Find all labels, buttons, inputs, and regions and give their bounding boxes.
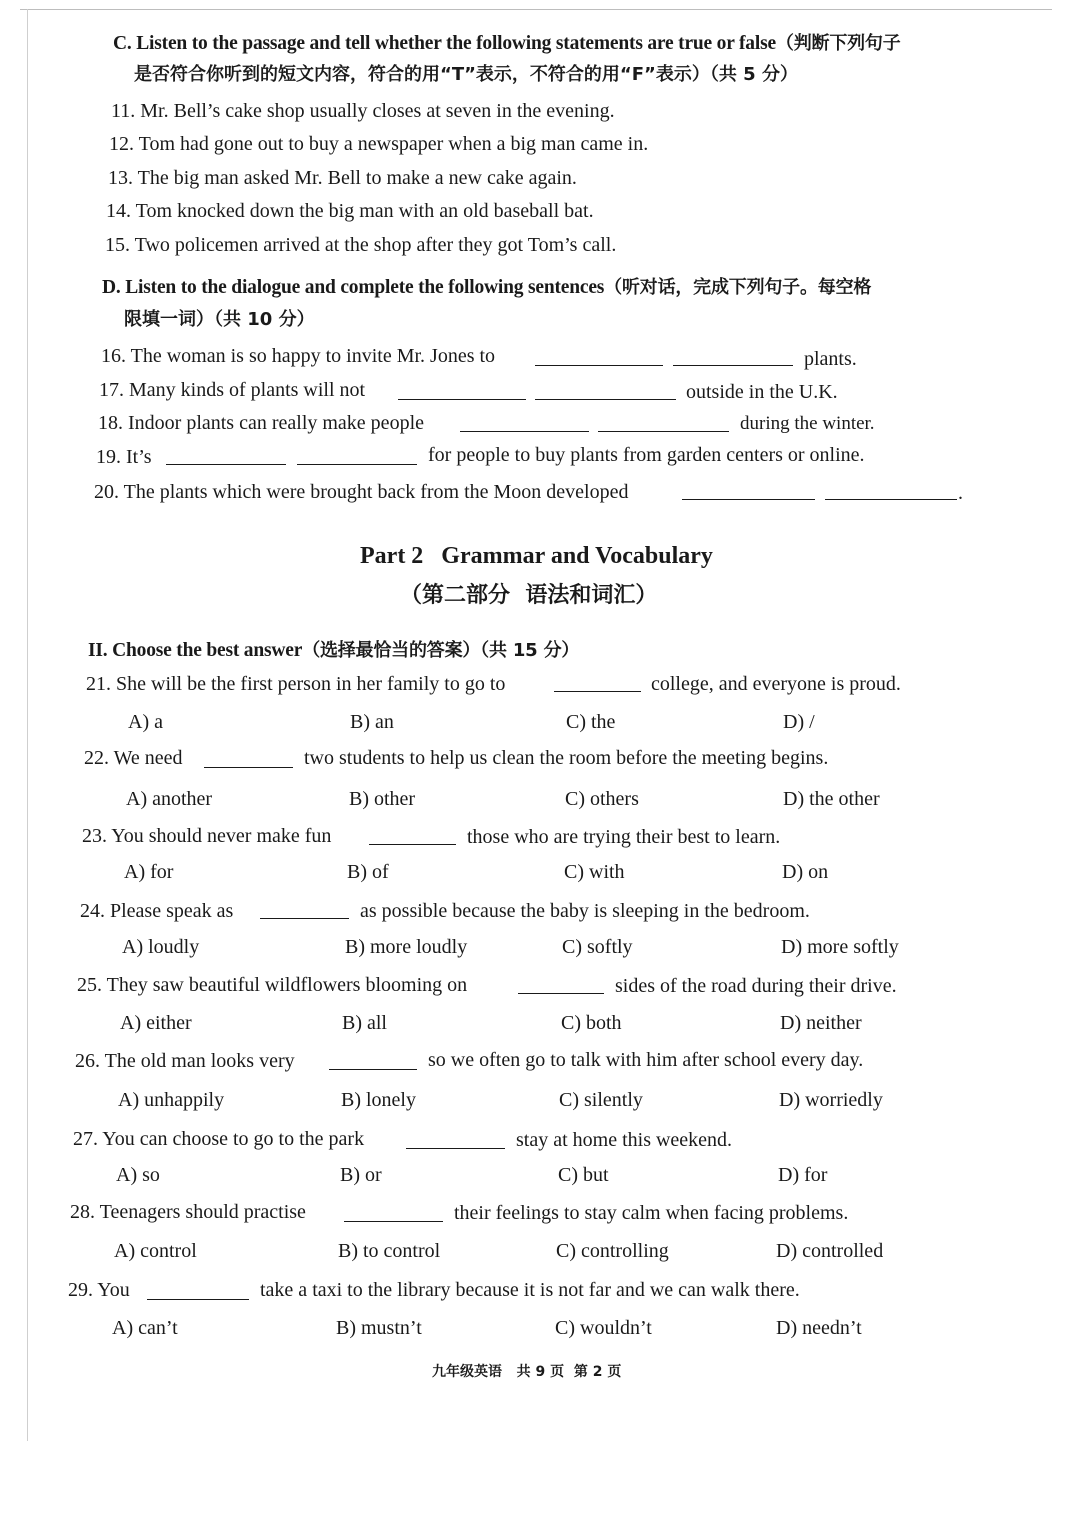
option-d[interactable]: D) neither — [780, 1012, 862, 1034]
question-27-end: stay at home this weekend. — [516, 1129, 733, 1151]
option-a[interactable]: A) loudly — [122, 936, 200, 958]
option-a[interactable]: A) either — [120, 1012, 192, 1034]
option-c[interactable]: C) others — [565, 788, 639, 810]
answer-blank[interactable] — [406, 1148, 505, 1149]
option-b[interactable]: B) of — [347, 861, 389, 883]
answer-blank[interactable] — [535, 365, 663, 366]
option-b[interactable]: B) all — [342, 1012, 387, 1034]
option-d[interactable]: D) controlled — [776, 1240, 884, 1262]
question-21: 21. She will be the first person in her family to go to — [86, 673, 506, 695]
sentence-17-start: 17. Many kinds of plants will not — [99, 379, 366, 401]
option-c[interactable]: C) but — [558, 1164, 609, 1186]
statement-15: 15. Two policemen arrived at the shop after they got Tom’s call. — [105, 234, 617, 256]
option-b[interactable]: B) or — [340, 1164, 382, 1186]
answer-blank[interactable] — [535, 399, 676, 400]
section-d-heading-cn-1: （听对话，完成下列句子。每空格 — [604, 277, 872, 298]
answer-blank[interactable] — [344, 1221, 443, 1222]
option-c[interactable]: C) controlling — [556, 1240, 669, 1262]
answer-blank[interactable] — [329, 1069, 417, 1070]
question-21-end: college, and everyone is proud. — [651, 673, 901, 695]
option-b[interactable]: B) other — [349, 788, 416, 810]
question-25-end: sides of the road during their drive. — [615, 975, 897, 997]
question-26: 26. The old man looks very — [75, 1050, 295, 1072]
section-ii-heading — [88, 639, 579, 663]
answer-blank[interactable] — [825, 499, 957, 500]
answer-blank[interactable] — [460, 431, 589, 432]
statement-12: 12. Tom had gone out to buy a newspaper when a big man came in. — [109, 133, 649, 155]
option-d[interactable]: D) for — [778, 1164, 828, 1186]
question-22-end: two students to help us clean the room before the meeting begins. — [304, 747, 829, 769]
answer-blank[interactable] — [166, 464, 286, 465]
option-a[interactable]: A) so — [116, 1164, 160, 1186]
sentence-19-start: 19. It’s — [96, 446, 152, 468]
statement-13: 13. The big man asked Mr. Bell to make a new cake again. — [108, 167, 577, 189]
statement-11: 11. Mr. Bell’s cake shop usually closes at seven in the evening. — [111, 100, 615, 122]
sentence-16-start: 16. The woman is so happy to invite Mr. Jones to — [101, 345, 496, 367]
answer-blank[interactable] — [673, 365, 793, 366]
sentence-18-end: during the winter. — [740, 413, 875, 434]
option-b[interactable]: B) mustn’t — [336, 1317, 422, 1339]
answer-blank[interactable] — [147, 1299, 249, 1300]
question-25: 25. They saw beautiful wildflowers blooming on — [77, 974, 468, 996]
answer-blank[interactable] — [518, 993, 604, 994]
section-d-heading-en: D. Listen to the dialogue and complete the following sentences — [102, 277, 605, 298]
section-ii-heading-en: II. Choose the best answer — [88, 640, 303, 661]
option-b[interactable]: B) to control — [338, 1240, 441, 1262]
option-c[interactable]: C) with — [564, 861, 625, 883]
sentence-20-start: 20. The plants which were brought back from the Moon developed — [94, 481, 629, 503]
answer-blank[interactable] — [398, 399, 526, 400]
answer-blank[interactable] — [260, 918, 349, 919]
question-22: 22. We need — [84, 747, 183, 769]
question-23: 23. You should never make fun — [82, 825, 332, 847]
option-b[interactable]: B) an — [350, 711, 394, 733]
question-29: 29. You — [68, 1279, 130, 1301]
question-29-end: take a taxi to the library because it is not far and we can walk there. — [260, 1279, 800, 1301]
section-d-heading-cn-2: 限填一词）（共 10 分） — [124, 309, 315, 330]
option-d[interactable]: D) more softly — [781, 936, 899, 958]
option-d[interactable]: D) on — [782, 861, 829, 883]
option-b[interactable]: B) lonely — [341, 1089, 416, 1111]
section-c-heading-cn-1: （判断下列句子 — [775, 33, 901, 54]
top-border-line — [20, 9, 1052, 10]
question-27: 27. You can choose to go to the park — [73, 1128, 365, 1150]
section-c-heading-cn-2: 是否符合你听到的短文内容，符合的用“T”表示，不符合的用“F”表示）（共 5 分） — [134, 64, 798, 85]
option-c[interactable]: C) silently — [559, 1089, 643, 1111]
part-2-title: Part 2 Grammar and Vocabulary — [360, 543, 713, 569]
section-ii-heading-cn: （选择最恰当的答案）（共 15 分） — [302, 640, 580, 661]
answer-blank[interactable] — [204, 767, 293, 768]
section-c-heading-en: C. Listen to the passage and tell whether the following statements are true or false — [113, 33, 776, 54]
option-c[interactable]: C) both — [561, 1012, 622, 1034]
option-a[interactable]: A) unhappily — [118, 1089, 225, 1111]
answer-blank[interactable] — [369, 844, 456, 845]
left-border-line — [27, 9, 28, 1441]
question-23-end: those who are trying their best to learn. — [467, 826, 781, 848]
option-d[interactable]: D) worriedly — [779, 1089, 883, 1111]
answer-blank[interactable] — [554, 691, 641, 692]
question-26-end: so we often go to talk with him after school every day. — [428, 1049, 864, 1071]
section-c-heading — [113, 32, 901, 56]
option-a[interactable]: A) control — [114, 1240, 197, 1262]
sentence-16-end: plants. — [804, 348, 857, 370]
option-a[interactable]: A) a — [128, 711, 163, 733]
statement-14: 14. Tom knocked down the big man with an old baseball bat. — [106, 200, 594, 222]
question-24-end: as possible because the baby is sleeping in the bedroom. — [360, 900, 810, 922]
option-a[interactable]: A) another — [126, 788, 213, 810]
part-2-subtitle: （第二部分 语法和词汇） — [400, 583, 658, 608]
answer-blank[interactable] — [682, 499, 815, 500]
option-c[interactable]: C) wouldn’t — [555, 1317, 652, 1339]
option-d[interactable]: D) needn’t — [776, 1317, 862, 1339]
option-d[interactable]: D) the other — [783, 788, 880, 810]
option-b[interactable]: B) more loudly — [345, 936, 468, 958]
option-c[interactable]: C) the — [566, 711, 616, 733]
section-d-heading — [102, 276, 871, 300]
question-28: 28. Teenagers should practise — [70, 1201, 306, 1223]
answer-blank[interactable] — [297, 464, 417, 465]
option-c[interactable]: C) softly — [562, 936, 633, 958]
sentence-18-start: 18. Indoor plants can really make people — [98, 412, 424, 434]
answer-blank[interactable] — [598, 431, 729, 432]
sentence-17-end: outside in the U.K. — [686, 381, 838, 403]
sentence-20-end: . — [958, 482, 963, 504]
sentence-19-end: for people to buy plants from garden centers or online. — [428, 444, 865, 466]
option-a[interactable]: A) for — [124, 861, 174, 883]
question-24: 24. Please speak as — [80, 900, 234, 922]
page-footer: 九年级英语 共 9 页 第 2 页 — [432, 1364, 622, 1380]
option-a[interactable]: A) can’t — [112, 1317, 178, 1339]
option-d[interactable]: D) / — [783, 711, 815, 733]
question-28-end: their feelings to stay calm when facing problems. — [454, 1202, 849, 1224]
